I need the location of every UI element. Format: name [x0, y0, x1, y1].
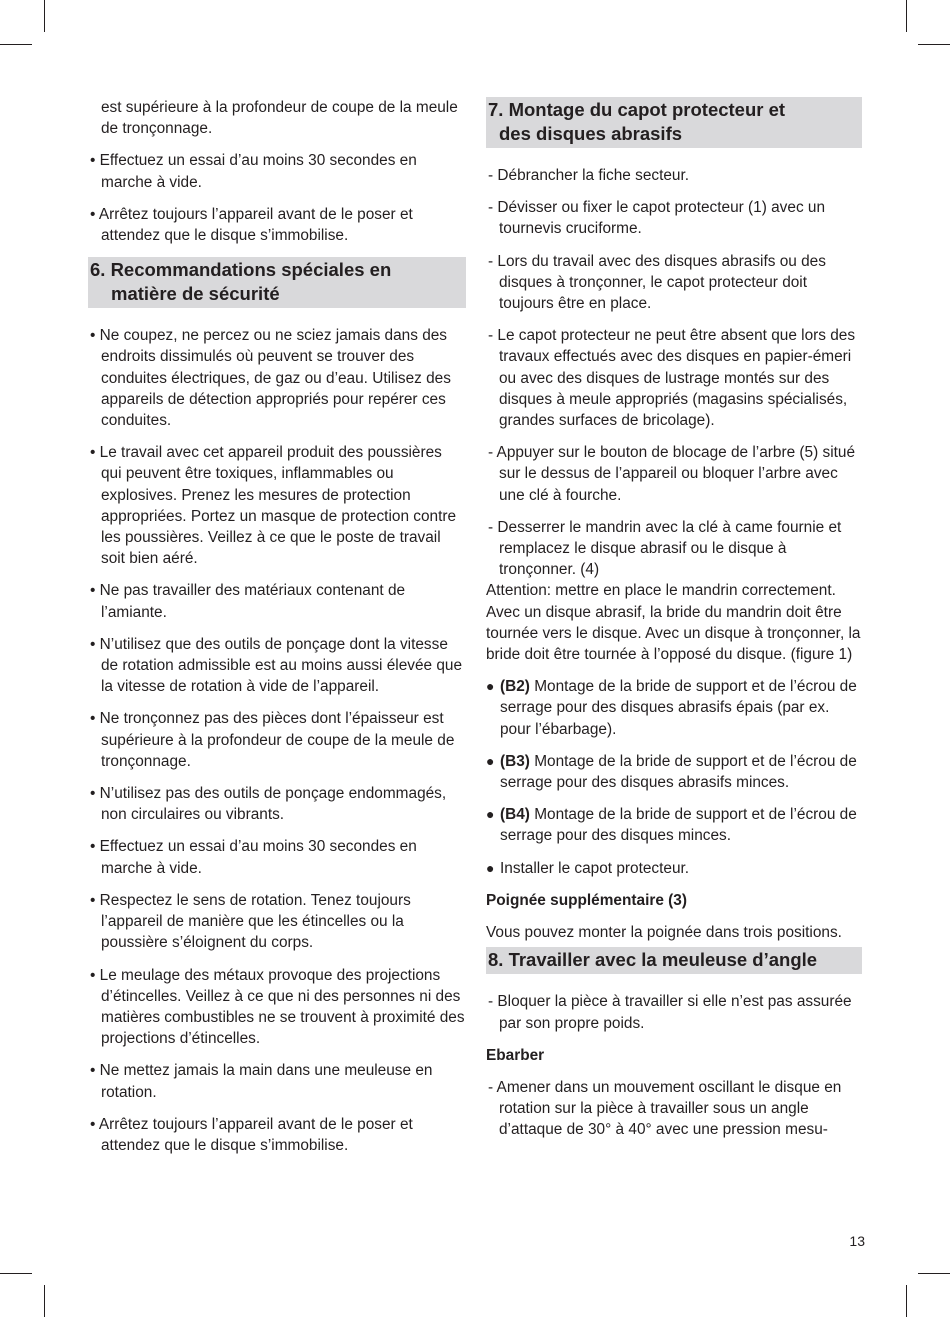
bullet-item: • N’utilisez pas des outils de ponçage endommagés, non circulaires ou vibrants. [90, 785, 447, 824]
dash-item: - Lors du travail avec des disques abrasifs ou des disques à tronçonner, le capot protecteur doit toujours être en place. [488, 252, 826, 313]
section-8-heading [486, 947, 862, 974]
crop-mark [918, 44, 950, 45]
handle-subheading: Poignée supplémentaire (3) [486, 891, 687, 909]
crop-mark [44, 1285, 45, 1317]
handle-text: Vous pouvez monter la poignée dans trois positions. [486, 924, 842, 942]
bullet-item: • Effectuez un essai d’au moins 30 secondes en marche à vide. [90, 152, 417, 191]
item-text: Montage de la bride de support et de l’écrou de serrage pour des disques abrasifs minces. [500, 752, 857, 792]
bullet-dot-icon: ● [486, 859, 495, 876]
attention-note: Attention: mettre en place le mandrin correctement. Avec un disque abrasif, la bride du mandrin doit être tournée vers le disque. Avec un disque à tronçonner, la bride doit être tournée à l’opposé du disque. (figure 1) [486, 582, 861, 664]
dot-item [486, 858, 862, 879]
bullet-item: • Ne tronçonnez pas des pièces dont l’épaisseur est supérieure à la profondeur de coupe de la meule de tronçonnage. [90, 710, 455, 770]
right-column [486, 97, 862, 1152]
crop-mark [906, 1285, 907, 1317]
dash-item: - Amener dans un mouvement oscillant le disque en rotation sur la pièce à travailler sous un angle d’attaque de 30° à 40° avec une pression mesu- [488, 1078, 842, 1139]
bullet-item: • Ne coupez, ne percez ou ne sciez jamais dans des endroits dissimulés où peuvent se trouver des conduites électriques, de gaz ou d’eau. Utilisez des appareils de détection appropriés pour repérer ces conduites. [90, 327, 451, 430]
item-code: (B3) [500, 752, 530, 770]
bullet-dot-icon: ● [486, 806, 495, 823]
crop-mark [918, 1273, 950, 1274]
dash-item: - Bloquer la pièce à travailler si elle n’est pas assurée par son propre poids. [488, 993, 852, 1032]
bullet-item: • Le meulage des métaux provoque des projections d’étincelles. Veillez à ce que ni des personnes ni des matières combustibles ne se trouvent à proximité des projections d’étincelles. [90, 966, 465, 1048]
dash-item: - Appuyer sur le bouton de blocage de l’arbre (5) situé sur le dessus de l’appareil ou bloquer l’arbre avec une clé à fourche. [488, 444, 856, 504]
page-number: 13 [849, 1233, 865, 1249]
ebarber-subheading: Ebarber [486, 1046, 545, 1064]
bullet-item: • Effectuez un essai d’au moins 30 secondes en marche à vide. [90, 838, 417, 877]
dot-item [486, 804, 862, 846]
section-6-title-line1: 6. Recommandations spéciales en [90, 259, 392, 281]
bullet-dot-icon: ● [486, 678, 495, 695]
dash-item: - Dévisser ou fixer le capot protecteur (1) avec un tournevis cruciforme. [488, 199, 826, 238]
section-8-title: 8. Travailler avec la meuleuse d’angle [488, 949, 818, 971]
item-text: Installer le capot protecteur. [500, 859, 690, 877]
bullet-item: • N’utilisez que des outils de ponçage dont la vitesse de rotation admissible est au moins aussi élevée que la vitesse de rotation à vide de l’appareil. [90, 635, 463, 696]
bullet-item: • Arrêtez toujours l’appareil avant de le poser et attendez que le disque s’immobilise. [90, 205, 413, 245]
bullet-dot-icon: ● [486, 752, 495, 769]
bullet-item: • Ne mettez jamais la main dans une meuleuse en rotation. [90, 1062, 433, 1101]
dash-item: - Le capot protecteur ne peut être absent que lors des travaux effectués avec des disques en papier-émeri ou avec des disques de lustrage montés sur des disques à meule appropriés (magasins spécialisés, grandes surfaces de bricolage). [488, 327, 856, 430]
section-6-heading [88, 257, 466, 308]
item-text: Montage de la bride de support et de l’écrou de serrage pour des disques abrasifs épais (par ex. pour l’ébarbage). [500, 678, 857, 738]
dash-item: - Débrancher la fiche secteur. [488, 167, 690, 184]
crop-mark [44, 0, 45, 32]
dash-item: - Desserrer le mandrin avec la clé à came fournie et remplacez le disque abrasif ou le disque à tronçonner. (4) [488, 518, 842, 579]
crop-mark [0, 44, 32, 45]
section-7-heading [486, 97, 862, 148]
continued-text: est supérieure à la profondeur de coupe de la meule de tronçonnage. [101, 99, 458, 138]
section-7-title-line1: 7. Montage du capot protecteur et [488, 99, 786, 120]
bullet-item: • Le travail avec cet appareil produit des poussières qui peuvent être toxiques, inflammables ou explosives. Prenez les mesures de protection appropriées. Portez un masque de protection contre les poussières. Veillez à ce que le poste de travail soit bien aéré. [90, 444, 457, 568]
section-7-title-line2: des disques abrasifs [499, 123, 683, 144]
dot-item [486, 751, 862, 793]
crop-mark [906, 0, 907, 32]
bullet-item: • Respectez le sens de rotation. Tenez toujours l’appareil de manière que les étincelles ou la poussière s’éloignent du corps. [90, 891, 411, 952]
item-code: (B4) [500, 806, 530, 824]
bullet-item: • Arrêtez toujours l’appareil avant de le poser et attendez que le disque s’immobilise. [90, 1115, 413, 1154]
item-code: (B2) [500, 678, 530, 696]
item-text: Montage de la bride de support et de l’écrou de serrage pour des disques minces. [500, 806, 857, 845]
crop-mark [0, 1273, 32, 1274]
section-6-title-line2: matière de sécurité [111, 283, 280, 305]
dot-item [486, 676, 862, 740]
left-column [88, 97, 466, 1167]
bullet-item: • Ne pas travailler des matériaux contenant de l’amiante. [90, 582, 406, 621]
